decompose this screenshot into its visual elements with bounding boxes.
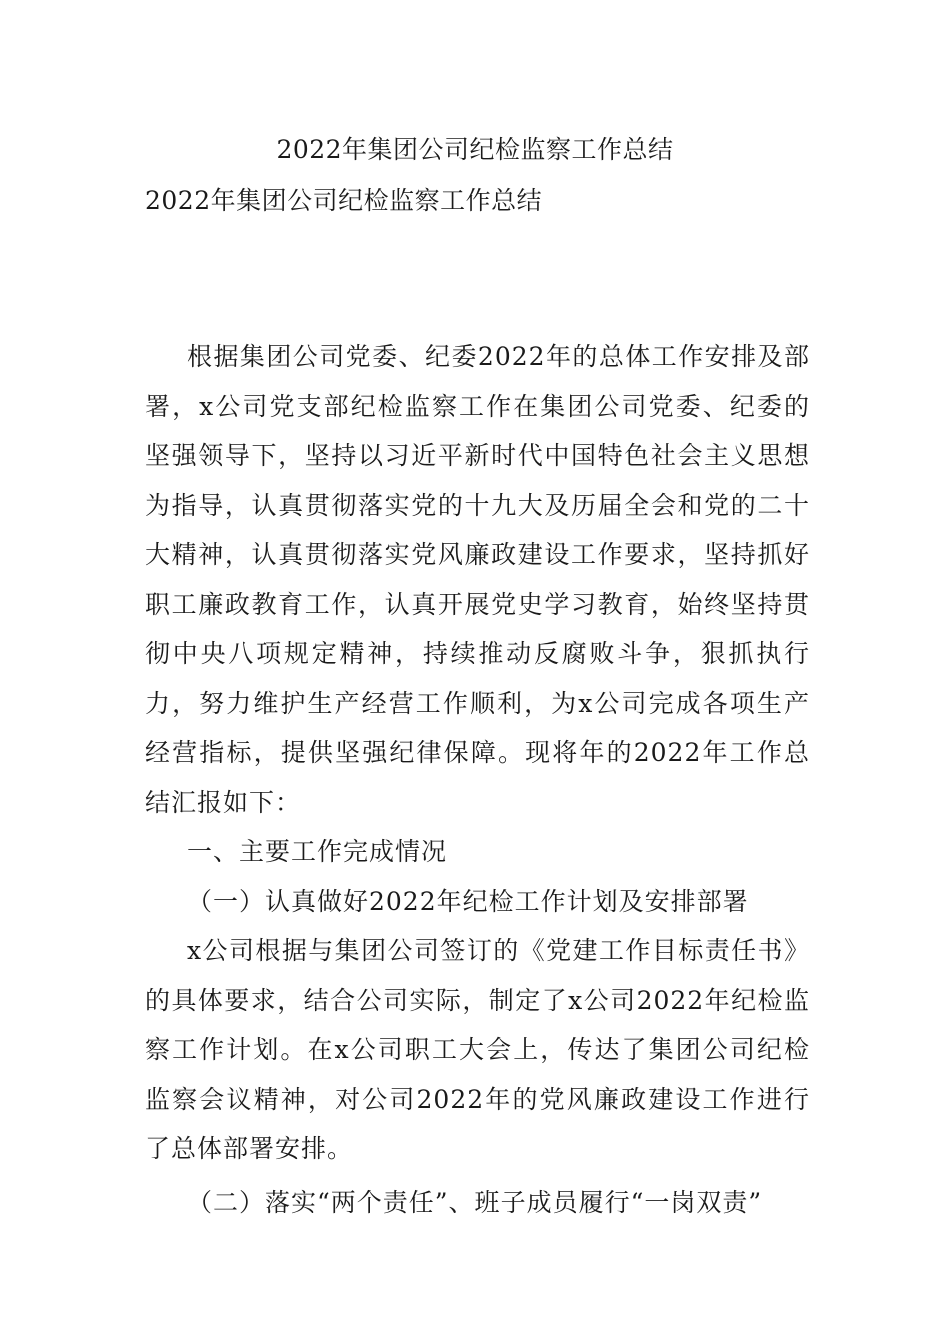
document-subtitle: 2022年集团公司纪检监察工作总结 — [145, 186, 543, 215]
subsection-heading-1: （一）认真做好2022年纪检工作计划及安排部署 — [187, 886, 749, 916]
document-body — [145, 332, 810, 1227]
intro-paragraph: 根据集团公司党委、纪委2022年的总体工作安排及部署，x公司党支部纪检监察工作在集团公司党委、纪委的坚强领导下，坚持以习近平新时代中国特色社会主义思想为指导，认真贯彻落实党的十九大及历届全会和党的二十大精神，认真贯彻落实党风廉政建设工作要求，坚持抓好职工廉政教育工作，认真开展党史学习教育，始终坚持贯彻中央八项规定精神，持续推动反腐败斗争，狠抓执行力，努力维护生产经营工作顺利，为x公司完成各项生产经营指标，提供坚强纪律保障。现将年的2022年工作总结汇报如下： — [145, 342, 810, 817]
subsection-paragraph-1: x公司根据与集团公司签订的《党建工作目标责任书》的具体要求，结合公司实际，制定了x公司2022年纪检监察工作计划。在x公司职工大会上，传达了集团公司纪检监察会议精神，对公司2022年的党风廉政建设工作进行了总体部署安排。 — [145, 936, 810, 1163]
section-heading-1: 一、主要工作完成情况 — [187, 837, 448, 866]
document-title: 2022年集团公司纪检监察工作总结 — [276, 135, 674, 164]
subsection-heading-2: （二）落实“两个责任”、班子成员履行“一岗双责” — [187, 1187, 763, 1217]
